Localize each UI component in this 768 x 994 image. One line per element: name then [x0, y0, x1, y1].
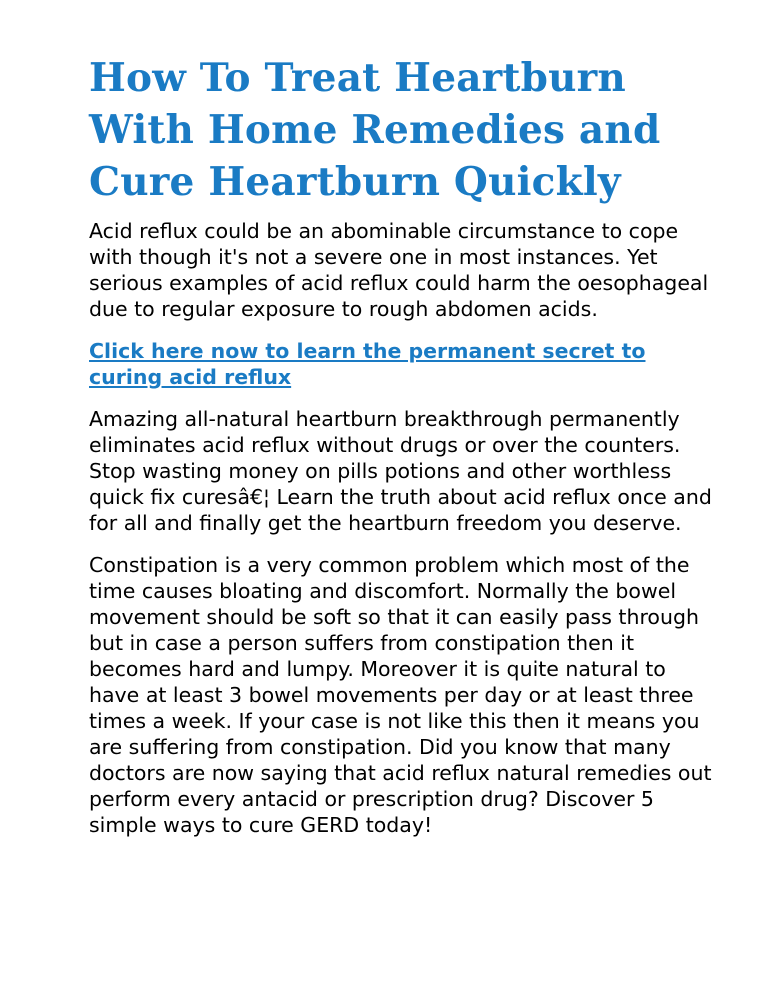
document-page — [89, 52, 719, 854]
constipation-paragraph: Constipation is a very common problem which most of the time causes bloating and discomfort. Normally the bowel movement should be soft so that it can easily pass through but in case a person suffers from constipation then it becomes hard and lumpy. Moreover it is quite natural to have at least 3 bowel movements per day or at least three times a week. If your case is not like this then it means you are suffering from constipation. Did you know that many doctors are now saying that acid reflux natural remedies out perform every antacid or prescription drug? Discover 5 simple ways to cure GERD today! — [89, 553, 712, 837]
intro-paragraph: Acid reflux could be an abominable circumstance to cope with though it's not a severe one in most instances. Yet serious examples of acid reflux could harm the oesophageal due to regular exposure to rough abdomen acids. — [89, 219, 709, 321]
breakthrough-paragraph: Amazing all-natural heartburn breakthrough permanently eliminates acid reflux without drugs or over the counters. Stop wasting money on pills potions and other worthless quick fix curesâ€¦ Learn the truth about acid reflux once and for all and finally get the heartburn freedom you deserve. — [89, 407, 712, 535]
document-title: How To Treat Heartburn With Home Remedies and Cure Heartburn Quickly — [89, 55, 661, 205]
permanent-secret-link[interactable]: Click here now to learn the permanent secret to curing acid reflux — [89, 339, 646, 389]
